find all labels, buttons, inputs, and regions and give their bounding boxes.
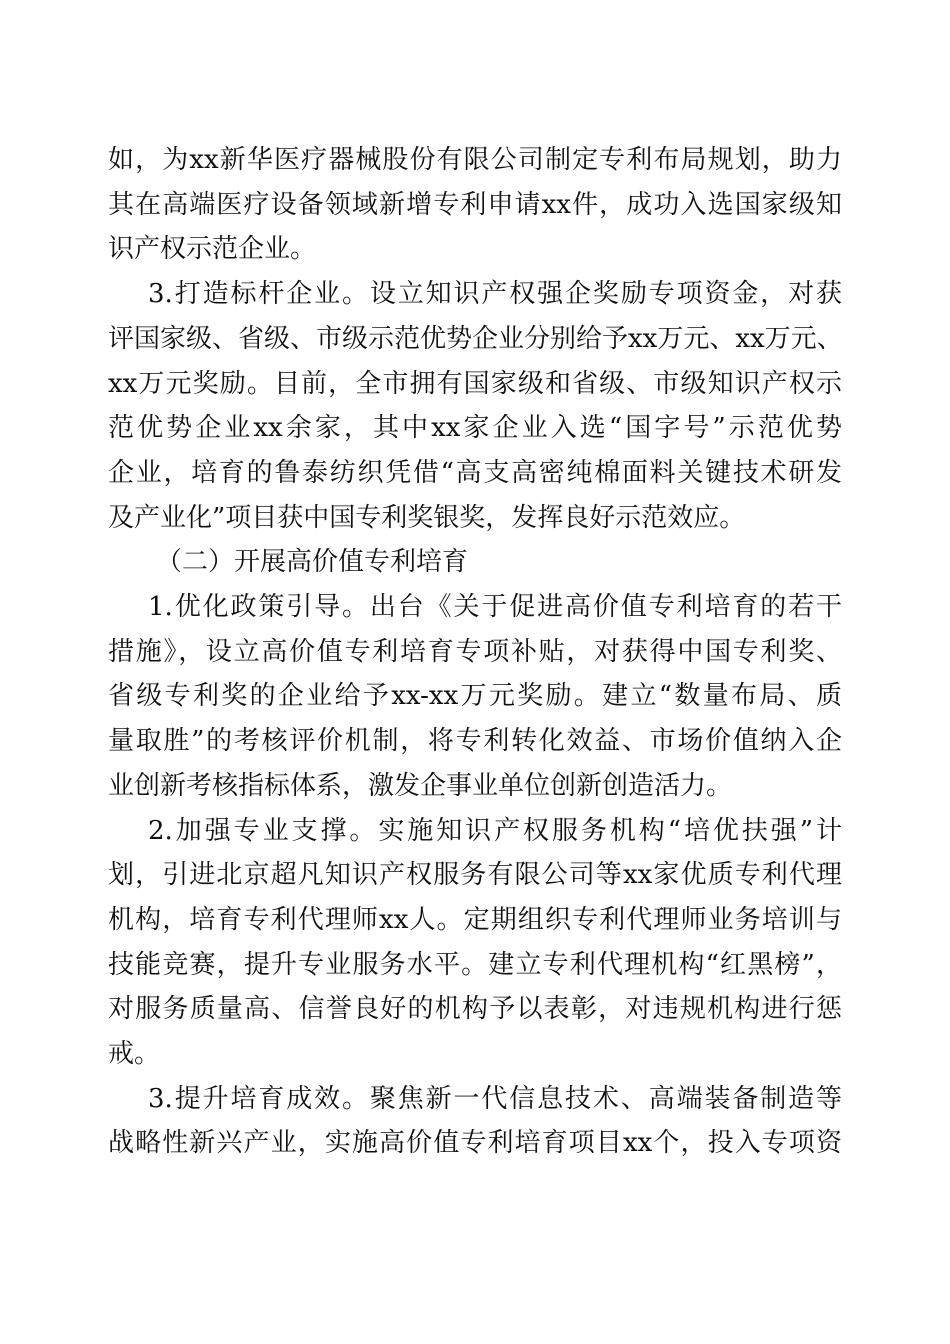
text-line: 技能竞赛，提升专业服务水平。建立专利代理机构“红黑榜”， — [108, 949, 842, 980]
text-line: 省级专利奖的企业给予xx-xx万元奖励。建立“数量布局、质 — [108, 681, 842, 712]
text-line: 及产业化”项目获中国专利奖银奖，发挥良好示范效应。 — [108, 502, 746, 533]
text-line: 企业，培育的鲁泰纺织凭借“高支高密纯棉面料关键技术研发 — [108, 457, 842, 488]
text-line: 其在高端医疗设备领域新增专利申请xx件，成功入选国家级知 — [108, 189, 842, 220]
text-line: 3.提升培育成效。聚焦新一代信息技术、高端装备制造等 — [148, 1083, 842, 1114]
text-line: 战略性新兴产业，实施高价值专利培育项目xx个，投入专项资 — [108, 1128, 842, 1159]
text-line: 1.优化政策引导。出台《关于促进高价值专利培育的若干 — [148, 592, 842, 622]
section-heading: （二）开展高价值专利培育 — [156, 547, 469, 578]
text-line: 如，为xx新华医疗器械股份有限公司制定专利布局规划，助力 — [108, 145, 842, 175]
text-line: 戒。 — [108, 1039, 161, 1069]
text-line: 业创新考核指标体系，激发企事业单位创新创造活力。 — [108, 770, 733, 801]
text-line: 量取胜”的考核评价机制，将专利转化效益、市场价值纳入企 — [108, 726, 842, 757]
text-line: 对服务质量高、信誉良好的机构予以表彰，对违规机构进行惩 — [108, 994, 842, 1025]
text-line: xx万元奖励。目前，全市拥有国家级和省级、市级知识产权示 — [108, 368, 842, 399]
text-line: 3.打造标杆企业。设立知识产权强企奖励专项资金，对获 — [148, 279, 842, 310]
text-line: 识产权示范企业。 — [108, 234, 317, 265]
text-line: 措施》，设立高价值专利培育专项补贴，对获得中国专利奖、 — [108, 636, 842, 667]
text-line: 机构，培育专利代理师xx人。定期组织专利代理师业务培训与 — [108, 904, 842, 935]
text-line: 评国家级、省级、市级示范优势企业分别给予xx万元、xx万元、 — [108, 323, 843, 354]
text-line: 范优势企业xx余家，其中xx家企业入选“国字号”示范优势 — [108, 413, 842, 444]
text-line: 2.加强专业支撑。实施知识产权服务机构“培优扶强”计 — [148, 815, 842, 846]
text-line: 划，引进北京超凡知识产权服务有限公司等xx家优质专利代理 — [108, 860, 842, 891]
